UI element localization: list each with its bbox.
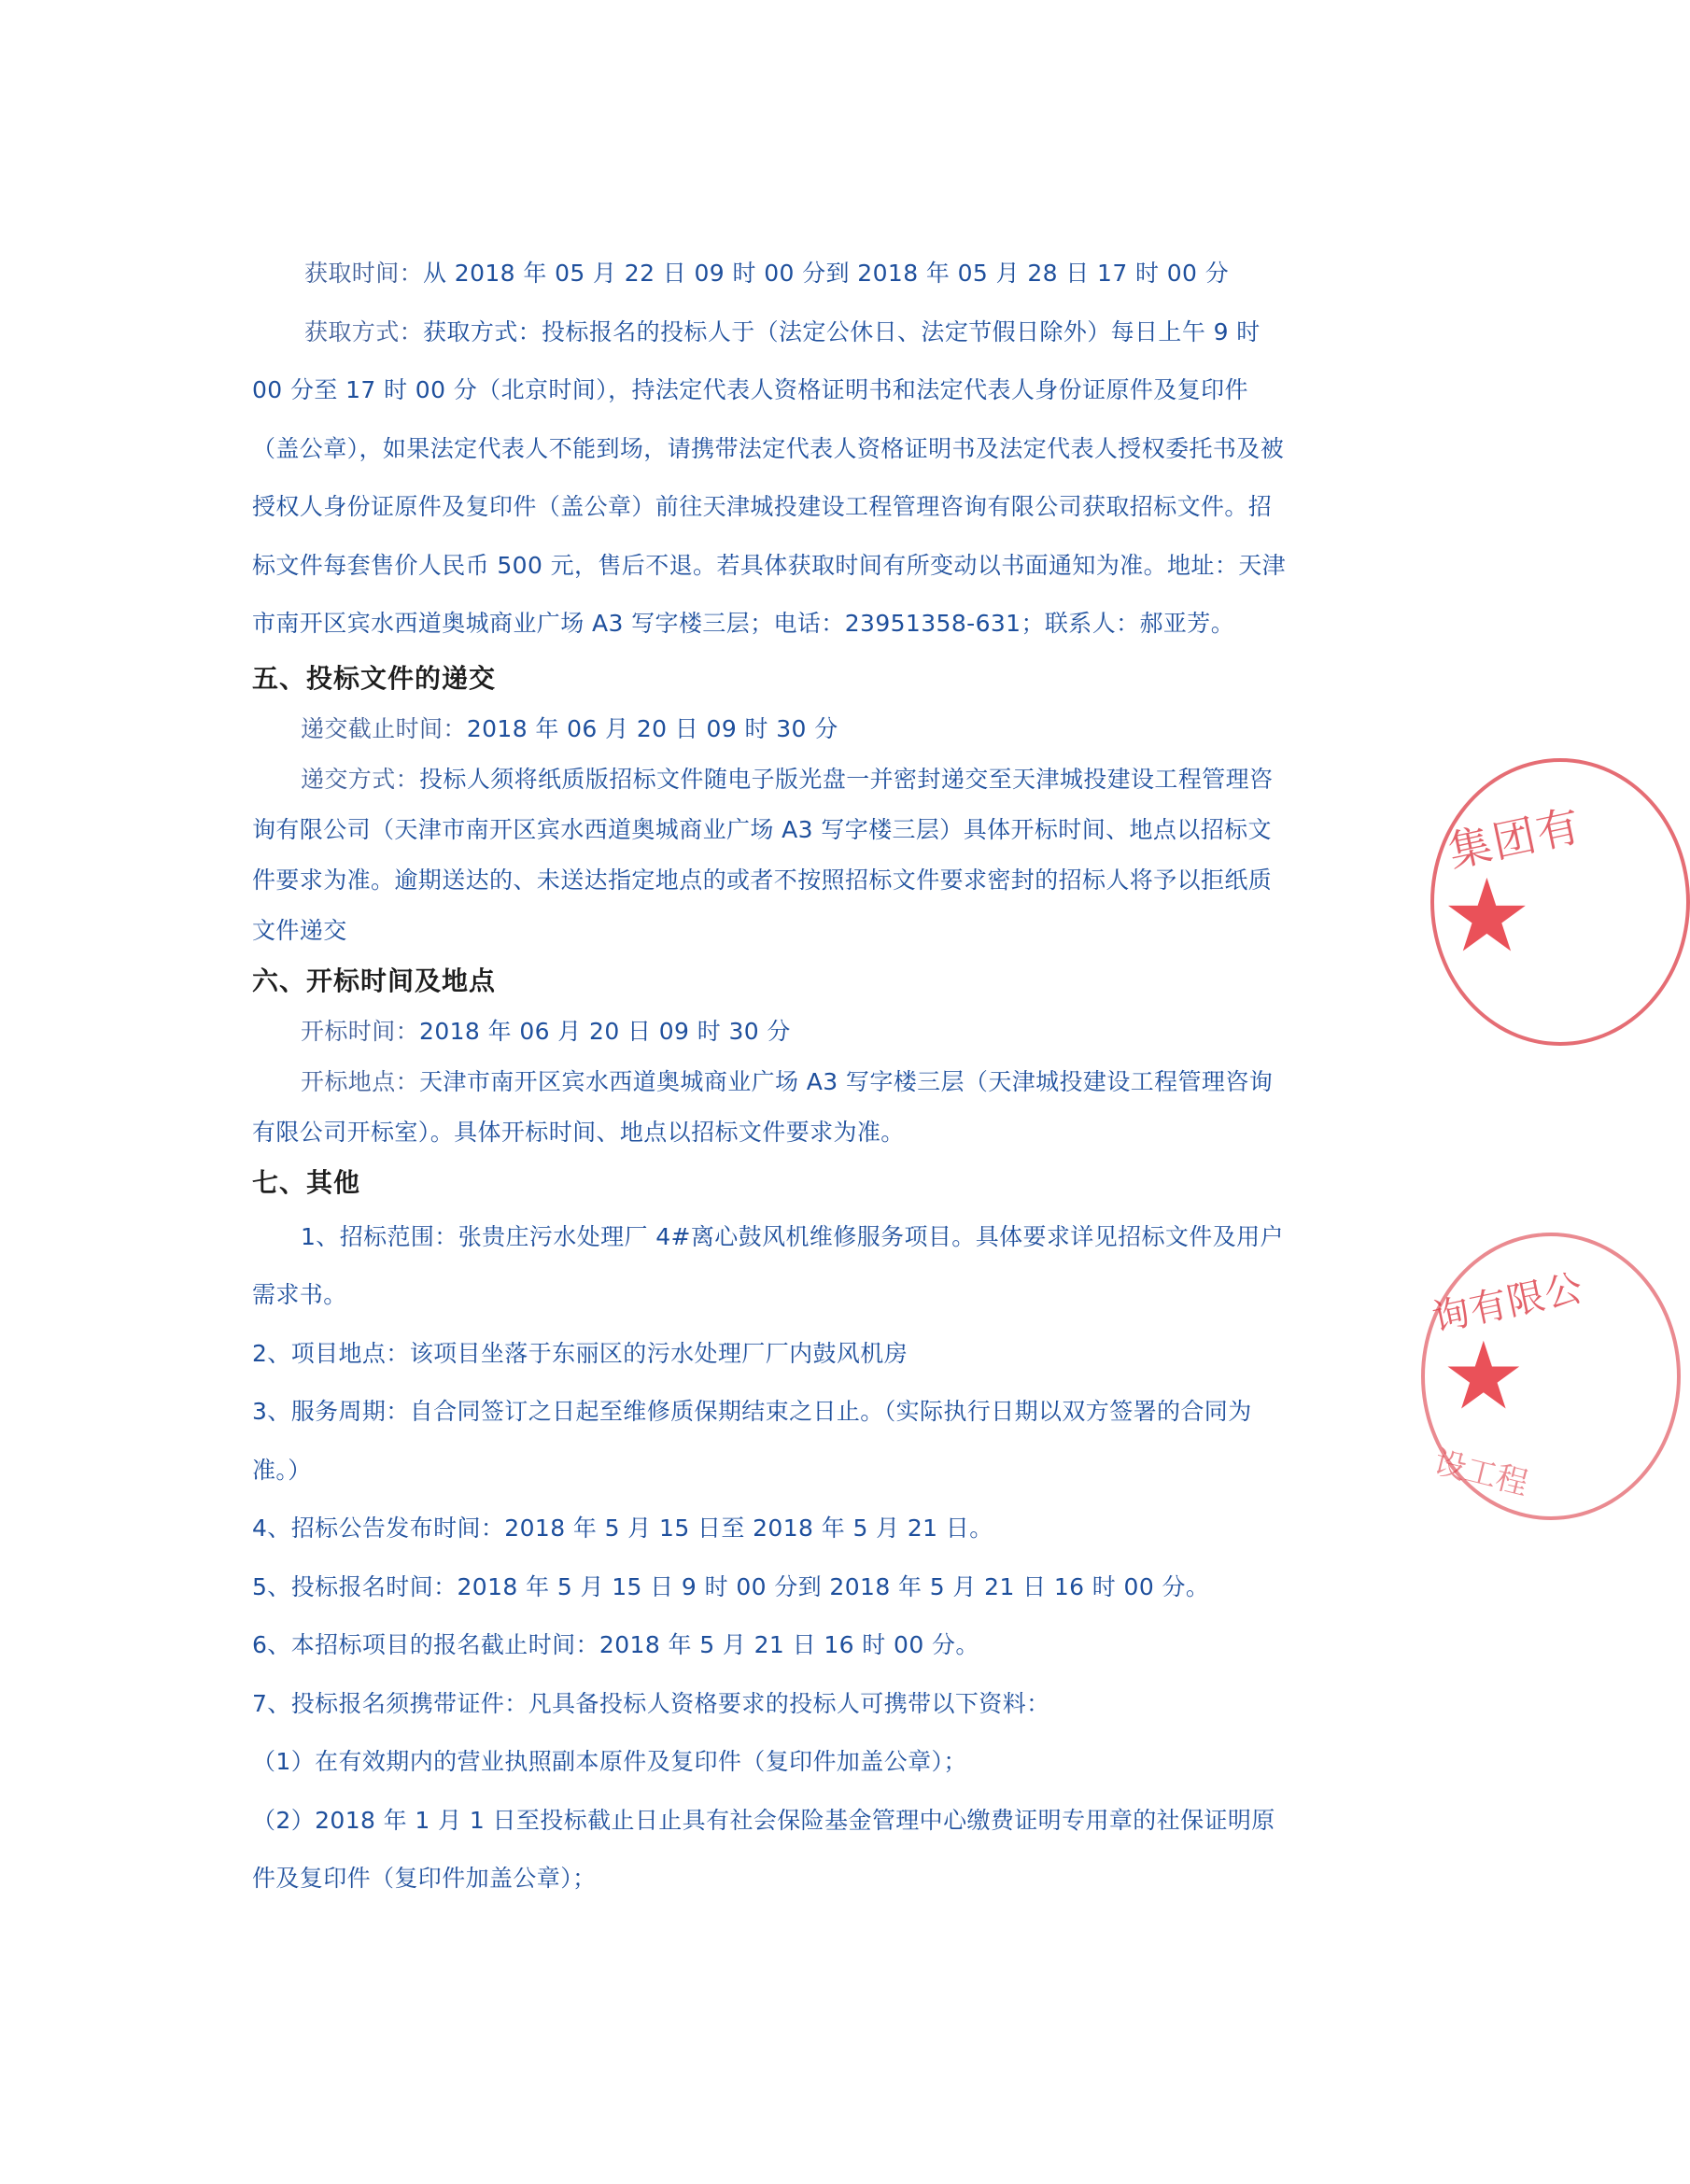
submission-method-value: 投标人须将纸质版招标文件随电子版光盘一并密封递交至天津城投建设工程管理咨询有限公司（天津市南开区宾水西道奥城商业广场 A3 写字楼三层）具体开标时间、地点以招标文件要求为准。逾期送达的、未送达指定地点的或者不按照招标文件要求密封的招标人将予以拒纸质文件递交 (252, 765, 1274, 944)
star-icon: ★ (1442, 1321, 1526, 1430)
acquisition-method (252, 303, 1290, 654)
section-6-heading: 六、开标时间及地点 (252, 965, 497, 996)
section-acquisition (252, 245, 1290, 654)
section-5-heading: 五、投标文件的递交 (252, 662, 497, 694)
other-item: 3、服务周期：自合同签订之日起至维修质保期结束之日止。（实际执行日期以双方签署的合同为准。） (252, 1398, 1252, 1484)
section-7-heading: 七、其他 (252, 1166, 361, 1198)
acquisition-method-value: 获取方式：投标报名的投标人于（法定公休日、法定节假日除外）每日上午 9 时 00 分至 17 时 00 分（北京时间），持法定代表人资格证明书和法定代表人身份证原件及复印件（盖公章），如果法定代表人不能到场，请携带法定代表人资格证明书及法定代表人授权委托书及被授权人身份证原件及复印件（盖公章）前往天津城投建设工程管理咨询有限公司获取招标文件。招标文件每套售价人民币 500 元，售后不退。若具体获取时间有所变动以书面通知为准。地址：天津市南开区宾水西道奥城商业广场 A3 写字楼三层；电话：23951358-631；联系人：郝亚芳。 (252, 317, 1287, 637)
submission-deadline-value: 2018 年 06 月 20 日 09 时 30 分 (466, 714, 838, 742)
opening-place (252, 1057, 1290, 1158)
seal-lower-text: 询有限公 (1428, 1266, 1587, 1341)
opening-time (252, 1007, 1290, 1057)
seal-lower-bottom-text: 设工程 (1429, 1444, 1532, 1503)
section-other (252, 1158, 1290, 1909)
document-body (252, 245, 1290, 1909)
opening-place-label: 开标地点： (301, 1067, 420, 1095)
submission-method (252, 754, 1290, 956)
submission-method-label: 递交方式： (301, 765, 420, 793)
other-item: 4、招标公告发布时间：2018 年 5 月 15 日至 2018 年 5 月 21 日。 (252, 1515, 993, 1542)
company-seal-lower (1421, 1233, 1681, 1520)
other-item: 1、招标范围：张贵庄污水处理厂 4#离心鼓风机维修服务项目。具体要求详见招标文件及用户需求书。 (252, 1222, 1284, 1308)
seal-upper-text: 集团有 (1444, 799, 1586, 878)
other-item: （1）在有效期内的营业执照副本原件及复印件（复印件加盖公章）； (252, 1748, 967, 1775)
acquisition-time (252, 245, 1290, 303)
section-opening (252, 956, 1290, 1158)
opening-place-value: 天津市南开区宾水西道奥城商业广场 A3 写字楼三层（天津城投建设工程管理咨询有限公司开标室）。具体开标时间、地点以招标文件要求为准。 (252, 1067, 1274, 1146)
other-item: （2）2018 年 1 月 1 日至投标截止日止具有社会保险基金管理中心缴费证明专用章的社保证明原件及复印件（复印件加盖公章）； (252, 1806, 1275, 1892)
other-item: 2、项目地点：该项目坐落于东丽区的污水处理厂厂内鼓风机房 (252, 1339, 908, 1367)
submission-deadline (252, 704, 1290, 754)
star-icon: ★ (1442, 858, 1532, 975)
acquisition-time-value: 从 2018 年 05 月 22 日 09 时 00 分到 2018 年 05 月 28 日 17 时 00 分 (423, 260, 1230, 287)
other-item: 6、本招标项目的报名截止时间：2018 年 5 月 21 日 16 时 00 分。 (252, 1631, 979, 1658)
other-item: 5、投标报名时间：2018 年 5 月 15 日 9 时 00 分到 2018 年 5 月 21 日 16 时 00 分。 (252, 1572, 1210, 1600)
opening-time-label: 开标时间： (301, 1017, 420, 1045)
submission-deadline-label: 递交截止时间： (301, 714, 467, 742)
section-submission (252, 654, 1290, 956)
company-seal-upper (1430, 758, 1690, 1046)
opening-time-value: 2018 年 06 月 20 日 09 时 30 分 (419, 1017, 791, 1045)
acquisition-method-label: 获取方式： (304, 317, 424, 345)
other-item: 7、投标报名须携带证件：凡具备投标人资格要求的投标人可携带以下资料： (252, 1689, 1050, 1717)
acquisition-time-label: 获取时间： (304, 260, 424, 287)
